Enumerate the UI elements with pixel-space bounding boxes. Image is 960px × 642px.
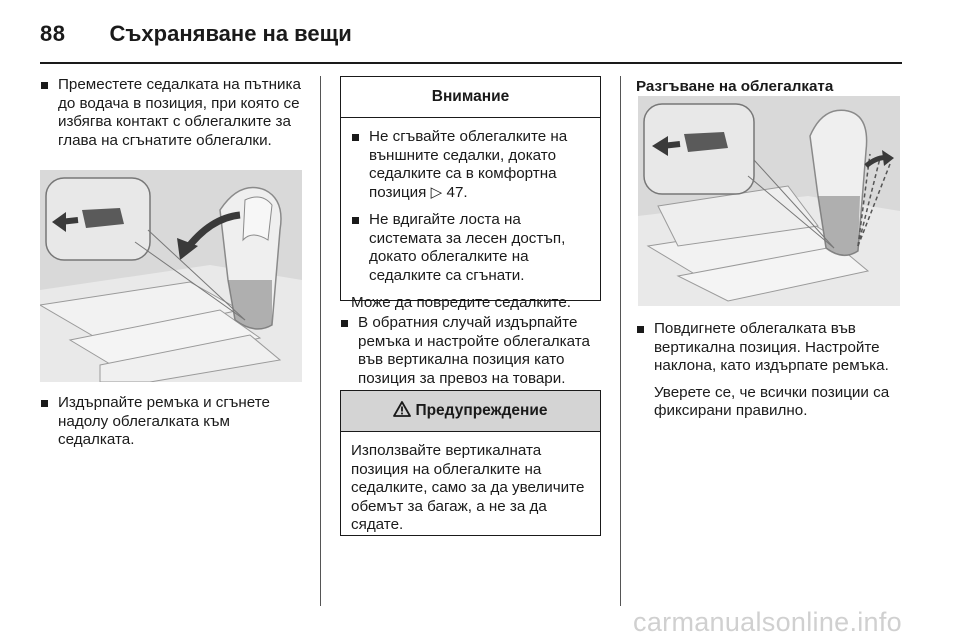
seat-unfold-illustration [638,96,900,306]
column-divider [320,76,321,606]
page-number: 88 [40,21,66,46]
square-bullet-icon [41,82,48,89]
warning-box [340,390,601,536]
column-divider [620,76,621,606]
header-rule [40,62,902,64]
square-bullet-icon [341,320,348,327]
column-3-text [636,320,908,421]
section-subheading: Разгъване на облегалката [636,78,834,95]
instruction-bullet: Повдигнете облегалката във вертикална позиция. Настройте наклона, като издърпате ремъка. [636,320,908,376]
page-title: Съхраняване на вещи [109,21,352,46]
watermark: carmanualsonline.info [633,607,902,637]
page-header [40,16,352,52]
warning-header [341,391,600,432]
page-reference-link[interactable]: 47. [446,183,468,201]
notice-title: Внимание [341,77,600,118]
notice-box [340,76,601,311]
column-3-heading [636,78,906,97]
instruction-bullet: В обратния случай издърпайте ремъка и настройте облегалката във вертикална позиция като позиция за превоз на товари. [340,314,602,388]
instruction-bullet: Издърпайте ремъка и сгънете надолу облегалката към седалката. [40,394,305,450]
square-bullet-icon [352,134,359,141]
square-bullet-icon [637,326,644,333]
column-2-text [340,314,602,388]
square-bullet-icon [352,217,359,224]
notice-body [341,118,600,319]
seat-fold-illustration [40,170,302,382]
column-1-lower [40,394,305,450]
warning-title: Предупреждение [415,402,548,419]
notice-footer: Може да повредите седалките. [351,294,572,311]
notice-bullet: Не сгъвайте облегалките на външните седалки, докато седалките са в комфортна позиция ▷ 47. [351,128,590,202]
warning-triangle-icon [393,401,411,422]
page-reference-arrow-icon: ▷ [430,183,443,201]
warning-body: Използвайте вертикалната позиция на облегалките на седалките, само за да увеличите обемът за багаж, а не за да сядате. [351,442,585,533]
column-1 [40,76,305,150]
note-paragraph: Уверете се, че всички позиции са фиксирани правилно. [654,383,890,419]
notice-bullet: Не вдигайте лоста на системата за лесен достъп, докато облегалките на седалките са сгънати. [351,211,590,285]
square-bullet-icon [41,400,48,407]
instruction-bullet: Преместете седалката на пътника до водача в позиция, при която се избягва контакт с облегалките за глава на сгънатите облегалки. [40,76,305,150]
